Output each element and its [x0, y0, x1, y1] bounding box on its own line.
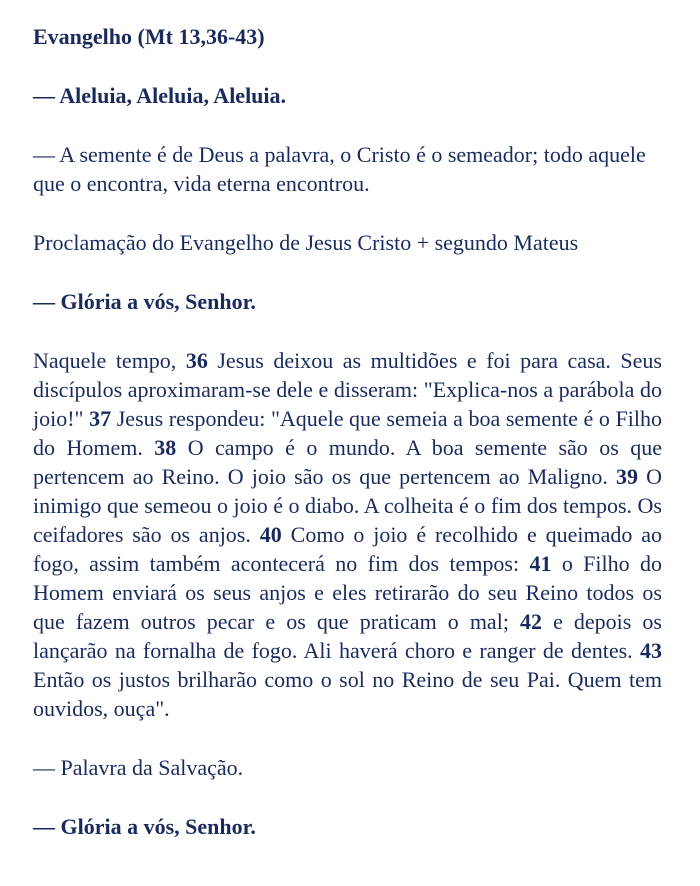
reading-intro: Naquele tempo,: [33, 348, 186, 373]
verse-text: Como o joio é recolhido e queimado ao fogo, assim também acontecerá no fim dos tempos:: [33, 522, 662, 576]
verse-text: Então os justos brilharão como o sol no Reino de seu Pai. Quem tem ouvidos, ouça".: [33, 667, 662, 721]
people-response: — Glória a vós, Senhor.: [33, 289, 256, 314]
verse-number: 37: [89, 406, 112, 431]
alleluia-acclamation: — Aleluia, Aleluia, Aleluia.: [33, 83, 287, 108]
verse-text: O inimigo que semeou o joio é o diabo. A colheita é o fim dos tempos. Os ceifadores são os anjos.: [33, 464, 662, 547]
verse-number: 40: [259, 522, 282, 547]
acclamation-verse: — A semente é de Deus a palavra, o Cristo é o semeador; todo aquele que o encontra, vida eterna encontrou.: [33, 142, 646, 196]
verse-number: 43: [640, 638, 662, 663]
verse-text: o Filho do Homem enviará os seus anjos e eles retirarão do seu Reino todos os que fazem outros pecar e os que praticam o mal;: [33, 551, 662, 634]
verse-number: 41: [529, 551, 552, 576]
proclamation-line: Proclamação do Evangelho de Jesus Cristo + segundo Mateus: [33, 230, 579, 255]
verse-number: 38: [154, 435, 177, 460]
verse-text: Jesus respondeu: "Aquele que semeia a boa semente é o Filho do Homem.: [33, 406, 662, 460]
closing-formula: — Palavra da Salvação.: [33, 755, 244, 780]
verse-text: Jesus deixou as multidões e foi para casa. Seus discípulos aproximaram-se dele e disseram: "Explica-nos a parábola do joio!": [33, 348, 662, 431]
verse-text: O campo é o mundo. A boa semente são os que pertencem ao Reino. O joio são os que pertencem ao Maligno.: [33, 435, 662, 489]
gospel-title: Evangelho (Mt 13,36-43): [33, 24, 265, 49]
verse-text: e depois os lançarão na fornalha de fogo. Ali haverá choro e ranger de dentes.: [33, 609, 662, 663]
gospel-reading: [33, 346, 662, 723]
final-response: — Glória a vós, Senhor.: [33, 814, 256, 839]
verse-number: 42: [520, 609, 542, 634]
verse-number: 39: [615, 464, 638, 489]
verse-number: 36: [185, 348, 208, 373]
